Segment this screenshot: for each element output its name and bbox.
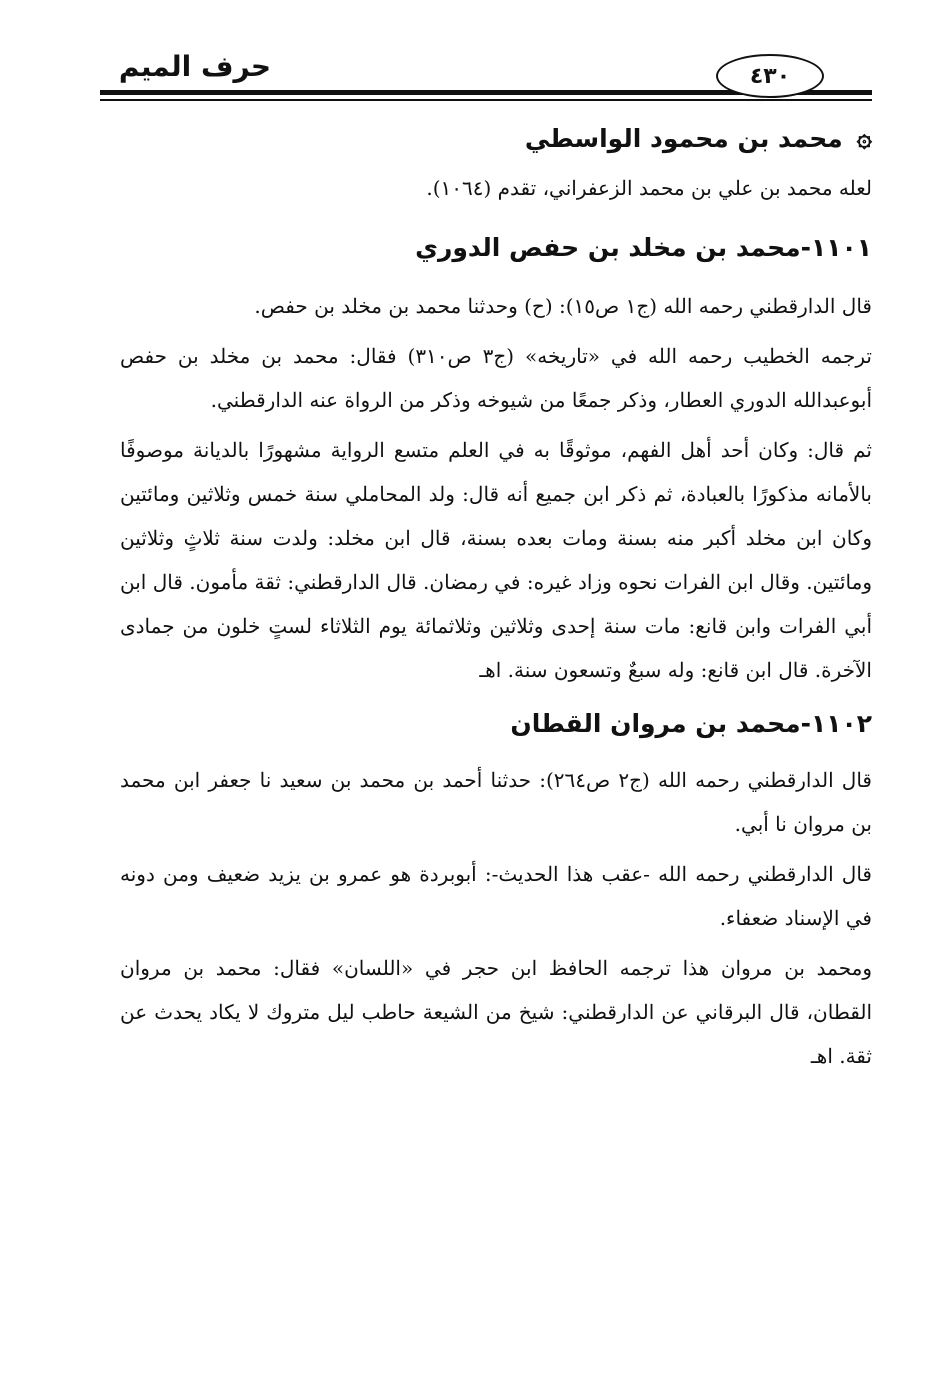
- entry-title: محمد بن محمود الواسطي: [524, 123, 843, 153]
- paragraph: ثم قال: وكان أحد أهل الفهم، موثوقًا به في العلم متسع الرواية مشهورًا بالديانة موصوفًا بالأمانه مذكورًا بالعبادة، ثم ذكر ابن جميع أنه قال: ولد المحاملي سنة خمس وثلاثين ومائتين وكان ابن مخلد أكبر منه بسنة ومات بعده بسنة، قال ابن مخلد: ولدت سنة ثلاثٍ وثلاثين ومائتين. وقال ابن الفرات نحوه وزاد غيره: في رمضان. قال الدارقطني: ثقة مأمون. قال ابن أبي الفرات وابن قانع: مات سنة إحدى وثلاثين وثلاثمائة يوم الثلاثاء لستٍ خلون من جمادى الآخرة. قال ابن قانع: وله سبعٌ وتسعون سنة. اهـ: [120, 438, 873, 682]
- paragraph: ترجمه الخطيب رحمه الله في «تاريخه» (ج٣ ص٣١٠) فقال: محمد بن مخلد بن حفص أبوعبدالله الدوري العطار، وذكر جمعًا من شيوخه وذكر من الرواة عنه الدارقطني.: [120, 344, 872, 412]
- paragraph: قال الدارقطني رحمه الله -عقب هذا الحديث-: أبوبردة هو عمرو بن يزيد ضعيف ومن دونه في الإسناد ضعفاء.: [120, 862, 872, 930]
- star-ornament-icon: ۞: [856, 123, 872, 153]
- entry-heading: [120, 114, 872, 162]
- entry-heading: ١١٠١-محمد بن مخلد بن حفص الدوري: [415, 232, 872, 262]
- entry-heading: ١١٠٢-محمد بن مروان القطان: [510, 708, 872, 738]
- page-number: ٤٣٠: [716, 54, 824, 98]
- paragraph: ومحمد بن مروان هذا ترجمه الحافظ ابن حجر في «اللسان» فقال: محمد بن مروان القطان، قال البرقاني عن الدارقطني: شيخ من الشيعة حاطب ليل متروك لا يكاد يحدث عن ثقة. اهـ: [120, 956, 872, 1068]
- paragraph: قال الدارقطني رحمه الله (ج١ ص١٥): (ح) وحدثنا محمد بن مخلد بن حفص.: [254, 294, 872, 318]
- page-body: [120, 108, 872, 1084]
- running-title: حرف الميم: [118, 50, 272, 83]
- header-rule-thin: [100, 99, 872, 101]
- paragraph: لعله محمد بن علي بن محمد الزعفراني، تقدم (١٠٦٤).: [426, 176, 872, 200]
- paragraph: قال الدارقطني رحمه الله (ج٢ ص٢٦٤): حدثنا أحمد بن محمد بن سعيد نا جعفر ابن محمد بن مروان نا أبي.: [120, 768, 872, 836]
